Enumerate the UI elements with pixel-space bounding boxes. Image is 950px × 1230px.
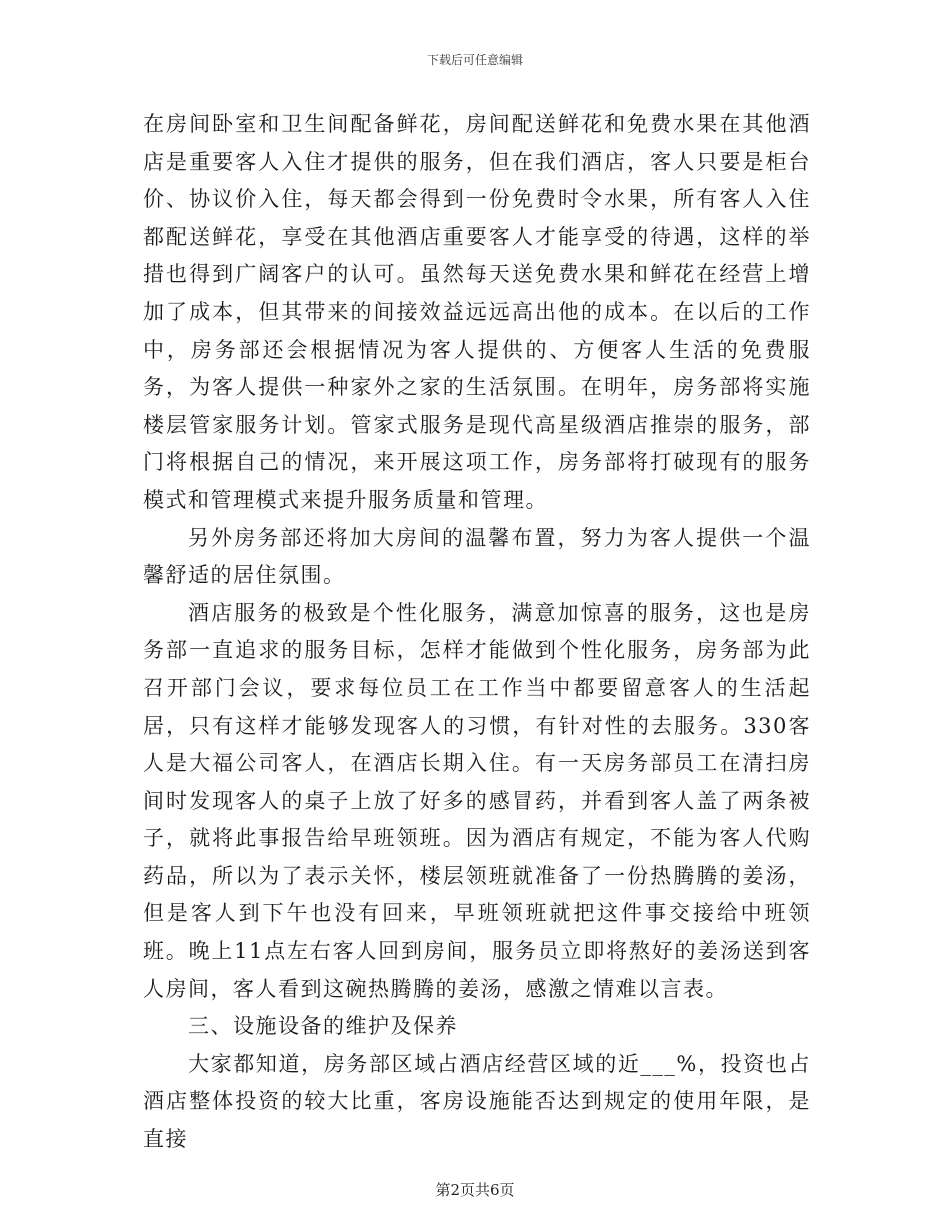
paragraph-personalized-service: 酒店服务的极致是个性化服务，满意加惊喜的服务，这也是房务部一直追求的服务目标，怎样才能做到个性化服务，房务部为此召开部门会议，要求每位员工在工作当中都要留意客人的生活起居，只有这样才能够发现客人的习惯，有针对性的去服务。330客人是大福公司客人，在酒店长期入住。有一天房务部员工在清扫房间时发现客人的桌子上放了好多的感冒药，并看到客人盖了两条被子，就将此事报告给早班领班。因为酒店有规定，不能为客人代购药品，所以为了表示关怀，楼层领班就准备了一份热腾腾的姜汤，但是客人到下午也没有回来，早班领班就把这件事交接给中班领班。晚上11点左右客人回到房间，服务员立即将熬好的姜汤送到客人房间，客人看到这碗热腾腾的姜汤，感激之情难以言表。	[143, 600, 811, 1001]
page-header-note: 下载后可任意编辑	[426, 53, 523, 67]
paragraph-free-services: 在房间卧室和卫生间配备鲜花，房间配送鲜花和免费水果在其他酒店是重要客人入住才提供的服务，但在我们酒店，客人只要是柜台价、协议价入住，每天都会得到一份免费时令水果，所有客人入住都配送鲜花，享受在其他酒店重要客人才能享受的待遇，这样的举措也得到广阔客户的认可。虽然每天送免费水果和鲜花在经营上增加了成本，但其带来的间接效益远远高出他的成本。在以后的工作中，房务部还会根据情况为客人提供的、方便客人生活的免费服务，为客人提供一种家外之家的生活氛围。在明年，房务部将实施楼层管家服务计划。管家式服务是现代高星级酒店推崇的服务，部门将根据自己的情况，来开展这项工作，房务部将打破现有的服务模式和管理模式来提升服务质量和管理。	[143, 112, 811, 512]
document-body	[143, 106, 811, 1159]
page-number: 第2页共6页	[435, 1181, 515, 1199]
section-heading-facility-maintenance: 三、设施设备的维护及保养	[188, 1014, 458, 1039]
paragraph-facility-maintenance: 大家都知道，房务部区域占酒店经营区域的近___%，投资也占酒店整体投资的较大比重，客房设施能否达到规定的使用年限，是直接	[143, 1051, 811, 1152]
paragraph-room-decoration: 另外房务部还将加大房间的温馨布置，努力为客人提供一个温馨舒适的居住氛围。	[143, 525, 811, 588]
